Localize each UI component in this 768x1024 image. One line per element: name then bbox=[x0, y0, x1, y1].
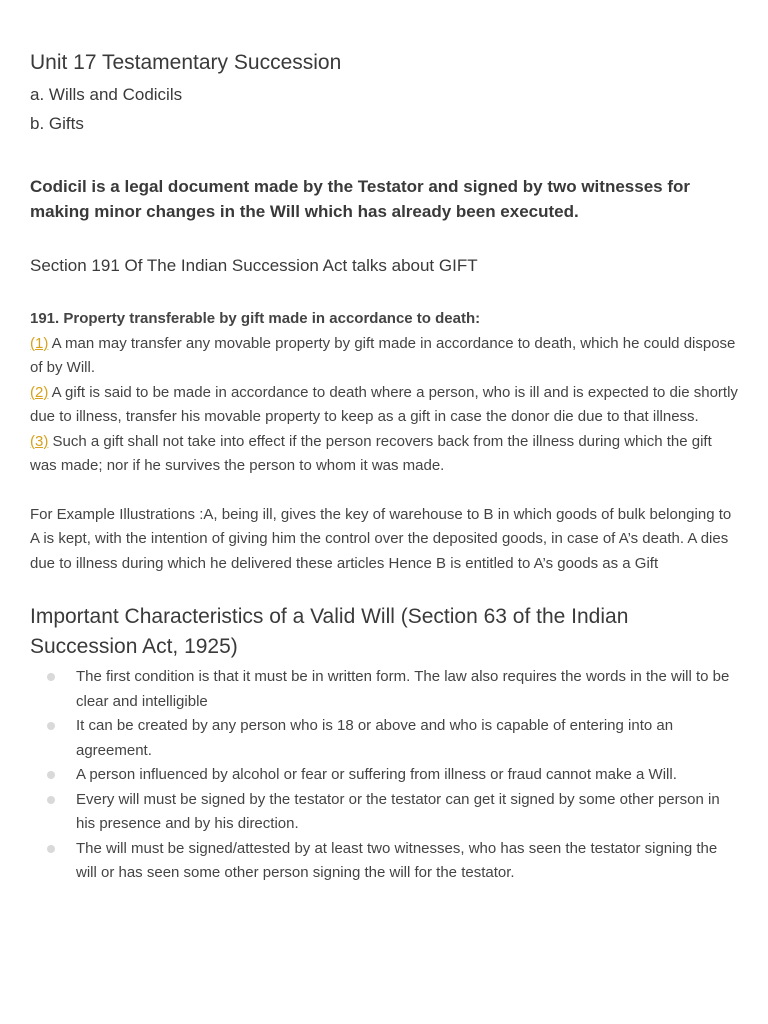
example-illustration: For Example Illustrations :A, being ill, gives the key of warehouse to B in which goods of bulk belonging to A is kept, with the intention of giving him the control over the deposited goods, in case of A’s death. A dies due to illness during which he delivered these articles Hence B is entitled to A’s goods as a Gift bbox=[30, 505, 732, 572]
list-item-text: A person influenced by alcohol or fear or suffering from illness or fraud cannot make a Will. bbox=[76, 766, 677, 783]
clause-1-text: A man may transfer any movable property by gift made in accordance to death, which he could dispose of by Will. bbox=[30, 334, 736, 376]
bullet-icon bbox=[47, 796, 55, 804]
list-item-text: The first condition is that it must be in written form. The law also requires the words in the will to be clear and intelligible bbox=[76, 668, 730, 710]
list-item-text: The will must be signed/attested by at least two witnesses, who has seen the testator signing the will or has seen some other person signing the will for the testator. bbox=[76, 839, 718, 881]
clause-2 bbox=[30, 381, 738, 430]
bullet-icon bbox=[47, 673, 55, 681]
bullet-icon bbox=[47, 771, 55, 779]
unit-title: Unit 17 Testamentary Succession bbox=[30, 51, 342, 74]
list-item bbox=[30, 665, 738, 714]
clause-1 bbox=[30, 332, 738, 381]
clause-2-link[interactable]: (2) bbox=[30, 383, 49, 401]
bullet-icon bbox=[47, 722, 55, 730]
clause-3 bbox=[30, 430, 738, 479]
list-item bbox=[30, 763, 738, 788]
codicil-definition: Codicil is a legal document made by the Testator and signed by two witnesses for making minor changes in the Will which has already been executed. bbox=[30, 177, 690, 221]
list-item bbox=[30, 788, 738, 837]
list-item bbox=[30, 714, 738, 763]
sub-heading-wills: a. Wills and Codicils bbox=[30, 85, 183, 104]
sub-heading-gifts: b. Gifts bbox=[30, 114, 84, 133]
clause-3-link[interactable]: (3) bbox=[30, 432, 49, 450]
clause-2-text: A gift is said to be made in accordance to death where a person, who is ill and is expected to die shortly due to illness, transfer his movable property to keep as a gift in case the donor die due to that illness. bbox=[30, 383, 738, 425]
property-title: 191. Property transferable by gift made in accordance to death: bbox=[30, 310, 481, 327]
clause-1-link[interactable]: (1) bbox=[30, 334, 49, 352]
list-item bbox=[30, 837, 738, 886]
characteristics-list bbox=[30, 665, 738, 886]
list-item-text: Every will must be signed by the testator or the testator can get it signed by some other person in his presence and by his direction. bbox=[76, 790, 720, 832]
bullet-icon bbox=[47, 845, 55, 853]
list-item-text: It can be created by any person who is 18 or above and who is capable of entering into an agreement. bbox=[76, 717, 674, 759]
section-191-heading: Section 191 Of The Indian Succession Act talks about GIFT bbox=[30, 256, 478, 275]
characteristics-heading: Important Characteristics of a Valid Will (Section 63 of the Indian Succession Act, 1925) bbox=[30, 605, 629, 658]
clause-3-text: Such a gift shall not take into effect if the person recovers back from the illness during which the gift was made; nor if he survives the person to whom it was made. bbox=[30, 432, 712, 474]
